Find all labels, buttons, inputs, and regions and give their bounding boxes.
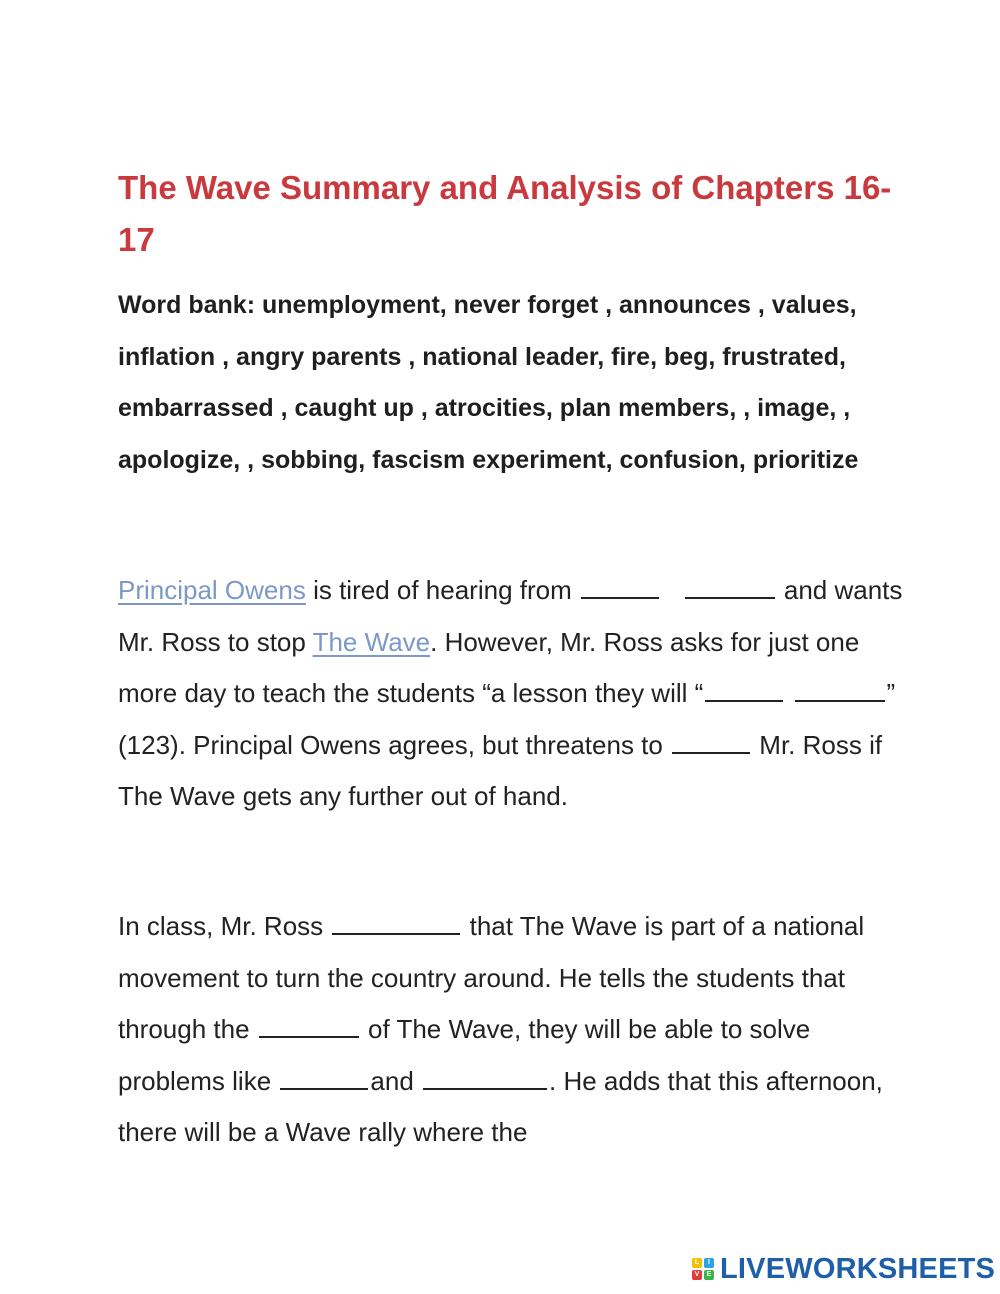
p2-text-1: In class, Mr. Ross	[118, 911, 331, 941]
p1-text-4: ” (123). Principal Owens agrees, but threatens to	[118, 678, 896, 760]
blank-4[interactable]	[795, 699, 885, 702]
p1-text-5: Mr. Ross if The Wave gets any further out of hand.	[118, 729, 883, 811]
blank-2[interactable]	[685, 596, 775, 599]
page-title: The Wave Summary and Analysis of Chapters 16-17	[118, 169, 892, 258]
blank-8[interactable]	[280, 1087, 368, 1090]
blank-1[interactable]	[581, 596, 659, 599]
p1-text-3: . However, Mr. Ross asks for just one more day to teach the students “a lesson they will “	[118, 626, 860, 708]
p1-text-2: and wants Mr. Ross to stop	[118, 575, 903, 657]
p2-text-2: that The Wave is part of a national movement to turn the country around. He tells the students that through the	[118, 911, 865, 1044]
blank-5[interactable]	[672, 751, 750, 754]
principal-owens-link[interactable]: Principal Owens	[118, 575, 306, 605]
blank-3[interactable]	[705, 699, 783, 702]
liveworksheets-mark-icon: L I V E	[692, 1258, 714, 1280]
the-wave-link[interactable]: The Wave	[312, 626, 431, 657]
blank-9[interactable]	[423, 1087, 547, 1090]
liveworksheets-logo-text: LIVEWORKSHEETS	[720, 1252, 996, 1285]
p1-text-1: is tired of hearing from	[305, 575, 579, 605]
paragraph-2	[118, 901, 908, 1159]
p2-text-4: and	[370, 1065, 422, 1096]
blank-7[interactable]	[259, 1035, 359, 1038]
paragraph-1	[118, 565, 908, 823]
p2-text-3: of The Wave, they will be able to solve problems like	[118, 1014, 811, 1096]
word-bank: Word bank: unemployment, never forget , announces , values, inflation , angry parents , national leader, fire, beg, frustrated, embarrassed , caught up , atrocities, plan members, , image, , apologize, , sobbing, fascism experiment, confusion, prioritize	[118, 291, 859, 474]
blank-6[interactable]	[332, 932, 460, 935]
liveworksheets-logo	[692, 1252, 995, 1286]
p2-text-5: . He adds that this afternoon, there will be a Wave rally where the	[118, 1065, 883, 1147]
